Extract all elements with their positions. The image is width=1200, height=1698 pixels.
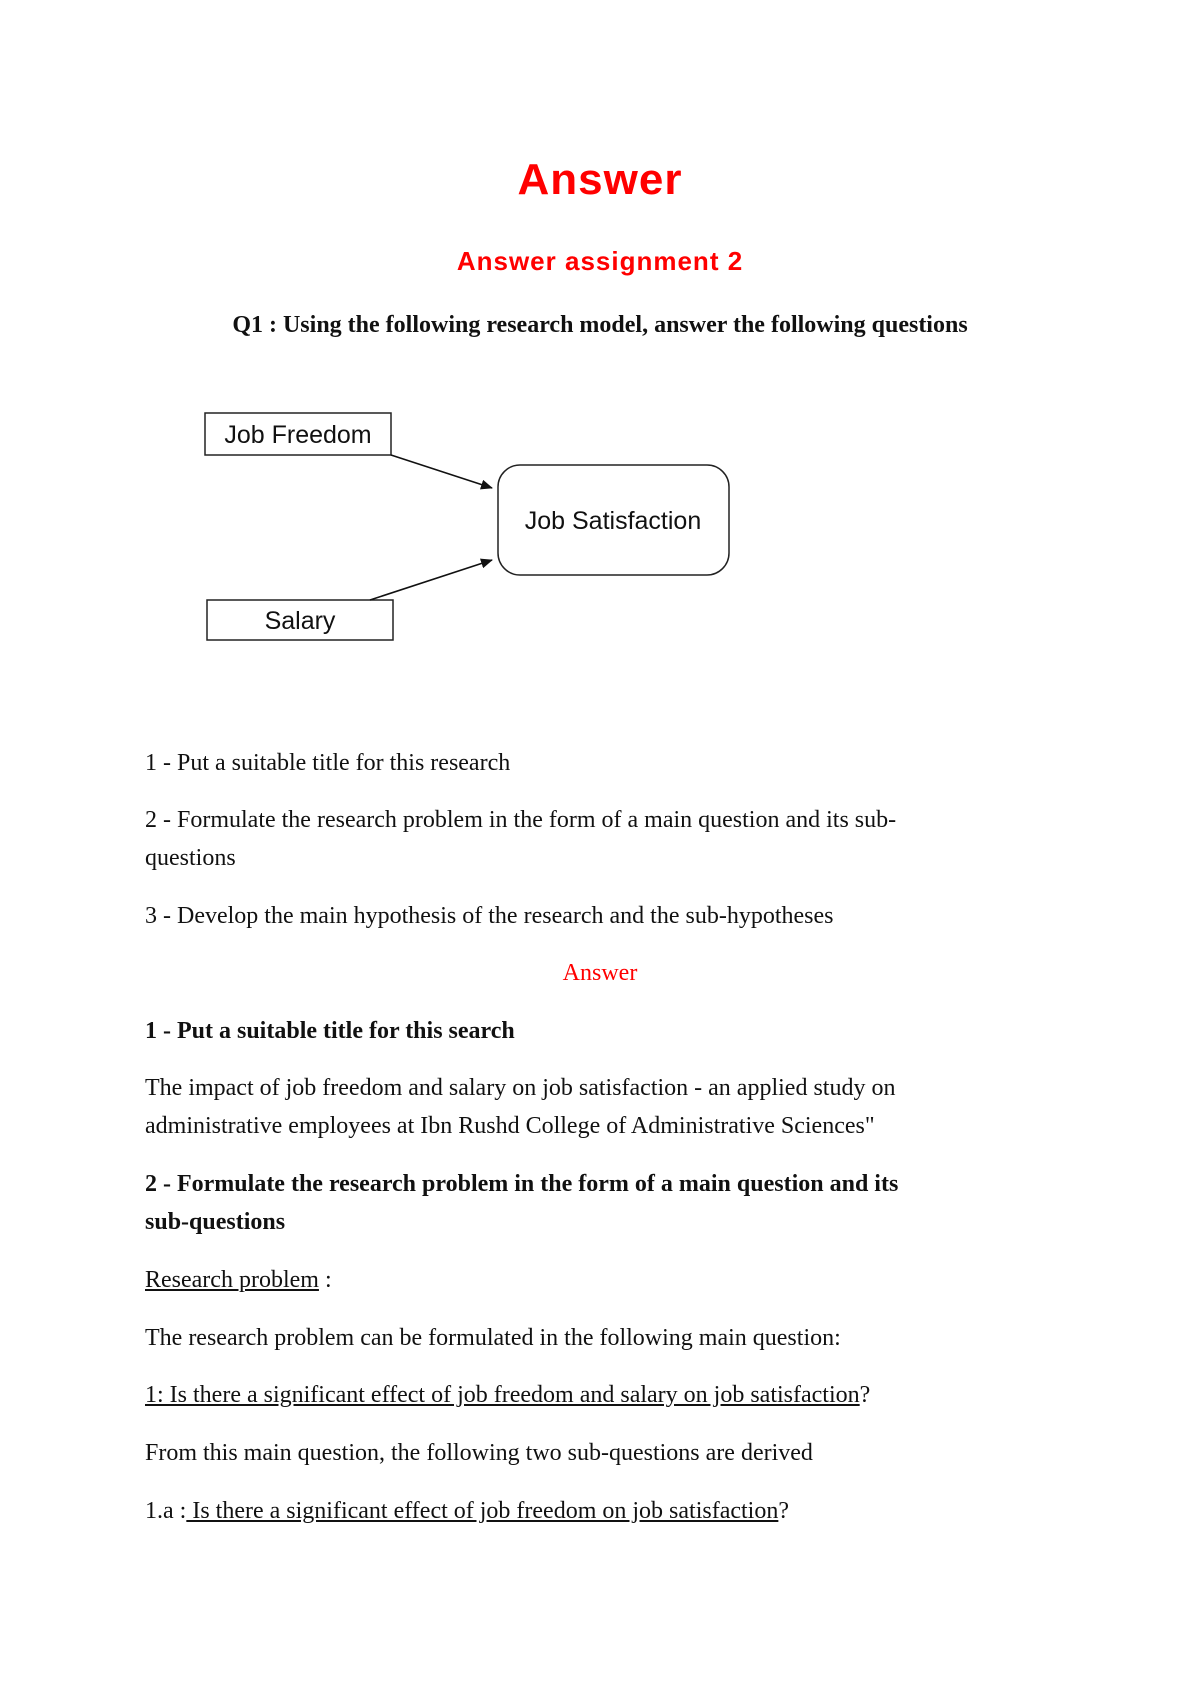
sub-question-a-mark: ? (778, 1498, 790, 1524)
question-item-2-continued: questions (145, 845, 236, 871)
question-1-heading: Q1 : Using the following research model, answer the following questions (232, 312, 968, 338)
job-freedom-box (205, 413, 391, 455)
answer-heading: Answer (562, 960, 638, 986)
research-problem-line (145, 1267, 332, 1294)
job-satisfaction-box (498, 465, 729, 575)
research-model-diagram (195, 405, 740, 645)
main-question-mark: ? (859, 1382, 871, 1408)
sub-questions-intro: From this main question, the following two sub-questions are derived (145, 1440, 813, 1466)
sub-question-a-text: Is there a significant effect of job freedom on job satisfaction (186, 1498, 779, 1524)
main-question-line (145, 1382, 870, 1409)
answer-1-heading: 1 - Put a suitable title for this search (145, 1018, 515, 1044)
job-freedom-label: Job Freedom (224, 421, 372, 449)
question-item-2: 2 - Formulate the research problem in the form of a main question and its sub- (145, 807, 897, 833)
answer-1-line-2: administrative employees at Ibn Rushd College of Administrative Sciences" (145, 1113, 875, 1139)
salary-label: Salary (264, 607, 336, 635)
research-problem-colon: : (318, 1267, 332, 1293)
main-question-intro: The research problem can be formulated in the following main question: (145, 1325, 841, 1351)
page-subtitle: Answer assignment 2 (456, 246, 744, 276)
answer-1-line-1: The impact of job freedom and salary on job satisfaction - an applied study on (145, 1075, 896, 1101)
answer-2-heading-line-1: 2 - Formulate the research problem in the form of a main question and its (145, 1171, 899, 1197)
arrow-freedom-to-satisfaction (391, 455, 492, 488)
question-item-1: 1 - Put a suitable title for this research (145, 750, 511, 776)
salary-box (207, 600, 393, 640)
page-title: Answer (517, 155, 683, 204)
sub-question-a-line (145, 1498, 789, 1525)
question-item-3: 3 - Develop the main hypothesis of the research and the sub-hypotheses (145, 903, 834, 929)
sub-question-a-prefix: 1.a : (145, 1498, 187, 1524)
job-satisfaction-label: Job Satisfaction (524, 507, 702, 535)
arrow-salary-to-satisfaction (370, 560, 492, 600)
research-problem-label: Research problem (145, 1267, 319, 1293)
main-question: 1: Is there a significant effect of job freedom and salary on job satisfaction (145, 1382, 860, 1408)
answer-2-heading-line-2: sub-questions (145, 1209, 286, 1235)
